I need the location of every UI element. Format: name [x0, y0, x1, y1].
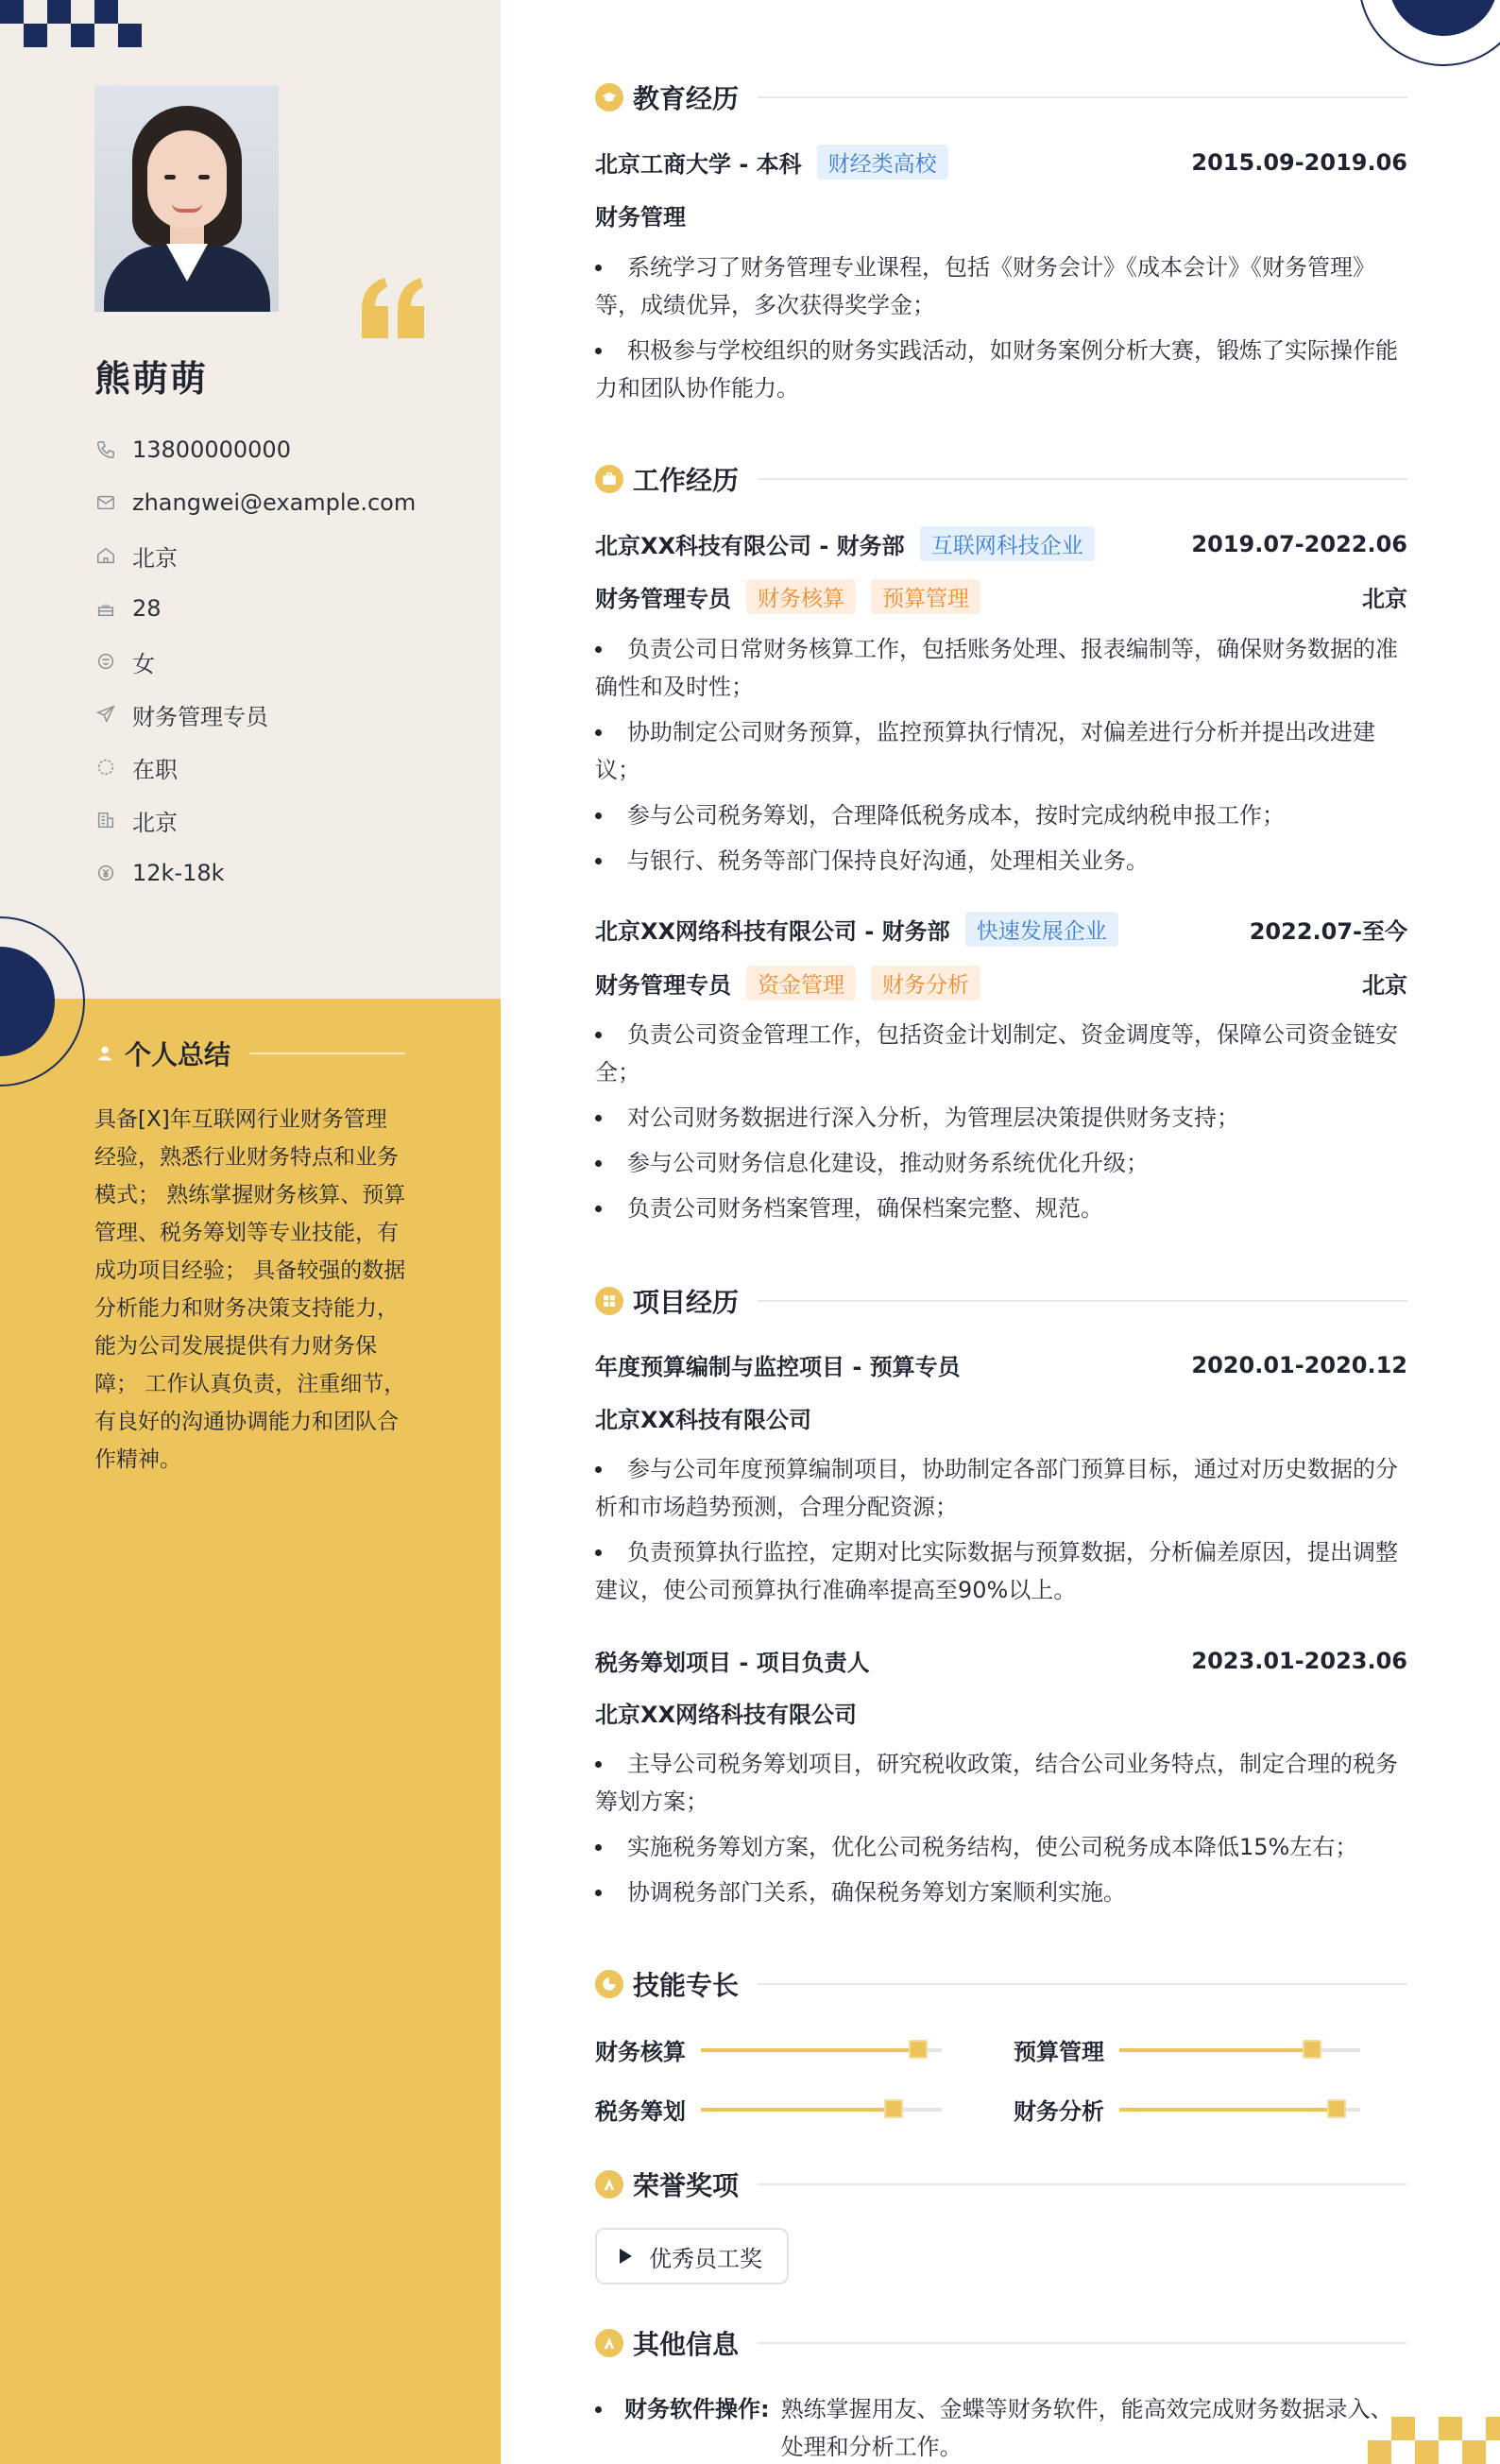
sidebar [0, 0, 501, 2464]
project-1-company-row: 北京XX科技有限公司 [595, 1407, 812, 1433]
divider [758, 478, 1407, 480]
location-info: 北京 [94, 529, 416, 582]
play-icon [620, 2249, 632, 2264]
list-item: 与银行、税务等部门保持良好沟通，处理相关业务。 [595, 842, 1407, 880]
grid-icon [595, 1287, 623, 1315]
position-info: 财务管理专员 [94, 688, 416, 741]
user-icon [94, 1043, 115, 1064]
divider [249, 1052, 405, 1054]
skill-knob [1327, 2099, 1346, 2118]
status-icon [94, 756, 117, 779]
education-date: 2015.09-2019.06 [1191, 148, 1407, 176]
list-item: 负责预算执行监控，定期对比实际数据与预算数据，分析偏差原因，提出调整建议，使公司预算执行准确率提高至90%以上。 [595, 1533, 1407, 1609]
graduation-icon [595, 83, 623, 111]
contact-info-list [94, 423, 416, 899]
job-1-bullets [595, 630, 1407, 887]
list-item: 积极参与学校组织的财务实践活动，如财务案例分析大赛，锻炼了实际操作能力和团队协作能力。 [595, 332, 1407, 407]
mail-icon [94, 491, 117, 514]
school-tag: 财经类高校 [817, 145, 948, 180]
project-1-bullets [595, 1450, 1407, 1617]
education-major-row: 财务管理 [595, 204, 686, 231]
skill-tag: 财务核算 [746, 579, 856, 614]
job-2-row: 北京XX网络科技有限公司 - 财务部 快速发展企业 2022.07-至今 [595, 912, 1407, 947]
email-info: zhangwei@example.com [94, 476, 416, 529]
age-icon [94, 597, 117, 620]
skill-knob [884, 2099, 903, 2118]
project-2-company-row: 北京XX网络科技有限公司 [595, 1702, 858, 1728]
job-city: 北京 [1362, 972, 1407, 999]
skill-tag: 预算管理 [871, 579, 980, 614]
project-1-row: 年度预算编制与监控项目 - 预算专员 2020.01-2020.12 [595, 1351, 1407, 1380]
skills-heading: 技能专长 [595, 1965, 1407, 2003]
work-heading: 工作经历 [595, 460, 1407, 498]
job-city: 北京 [1362, 586, 1407, 612]
education-bullets [595, 248, 1407, 415]
award-item[interactable]: 优秀员工奖 [595, 2228, 789, 2284]
briefcase-icon [595, 465, 623, 493]
bullet-dot [595, 2406, 602, 2413]
divider [758, 2183, 1407, 2185]
salary-info: 12k-18k [94, 847, 416, 899]
list-item: 参与公司税务筹划，合理降低税务成本，按时完成纳税申报工作； [595, 796, 1407, 834]
company-tag: 互联网科技企业 [920, 526, 1095, 561]
divider [758, 1983, 1407, 1985]
list-item: 负责公司财务档案管理，确保档案完整、规范。 [595, 1189, 1407, 1227]
project-2-row: 税务筹划项目 - 项目负责人 2023.01-2023.06 [595, 1647, 1407, 1676]
list-item: 协调税务部门关系，确保税务筹划方案顺利实施。 [595, 1874, 1407, 1911]
info-icon [595, 2329, 623, 2357]
skill-item: 预算管理 [1014, 2033, 1360, 2066]
job-2-bullets [595, 1016, 1407, 1235]
avatar [94, 85, 279, 312]
salary-icon [94, 862, 117, 884]
skill-fill [1119, 2108, 1337, 2112]
job-1-row: 北京XX科技有限公司 - 财务部 互联网科技企业 2019.07-2022.06 [595, 526, 1407, 561]
list-item: 系统学习了财务管理专业课程，包括《财务会计》《成本会计》《财务管理》等，成绩优异，多次获得奖学金； [595, 248, 1407, 324]
education-row: 北京工商大学 - 本科 财经类高校 2015.09-2019.06 [595, 145, 1407, 180]
age-info: 28 [94, 582, 416, 635]
phone-info: 13800000000 [94, 423, 416, 476]
skill-tag: 财务分析 [871, 966, 980, 1001]
skill-bar [1119, 2048, 1360, 2052]
skill-item: 税务筹划 [595, 2093, 942, 2126]
divider [758, 96, 1407, 98]
skill-fill [701, 2048, 918, 2052]
skill-item: 财务分析 [1014, 2093, 1360, 2126]
awards-heading: 荣誉奖项 [595, 2165, 1407, 2203]
divider [758, 2342, 1407, 2344]
other-heading: 其他信息 [595, 2324, 1407, 2362]
summary-heading: 个人总结 [94, 1035, 405, 1072]
skill-bar [1119, 2108, 1360, 2112]
gender-info: 女 [94, 635, 416, 688]
skill-item: 财务核算 [595, 2033, 942, 2066]
list-item: 主导公司税务筹划项目，研究税收政策，结合公司业务特点，制定合理的税务筹划方案； [595, 1745, 1407, 1821]
projects-heading: 项目经历 [595, 1282, 1407, 1320]
company-tag: 快速发展企业 [965, 912, 1118, 947]
project-date: 2020.01-2020.12 [1191, 1351, 1407, 1378]
skill-bar [701, 2108, 942, 2112]
skill-fill [1119, 2048, 1312, 2052]
project-date: 2023.01-2023.06 [1191, 1647, 1407, 1674]
divider [758, 1300, 1407, 1302]
job-date: 2022.07-至今 [1249, 918, 1407, 945]
quote-icon [356, 272, 432, 348]
job-date: 2019.07-2022.06 [1191, 530, 1407, 557]
list-item: 对公司财务数据进行深入分析，为管理层决策提供财务支持； [595, 1099, 1407, 1137]
list-item: 负责公司资金管理工作，包括资金计划制定、资金调度等，保障公司资金链安全； [595, 1016, 1407, 1091]
circle-decoration-top-right [1358, 0, 1500, 66]
skill-fill [701, 2108, 894, 2112]
checker-decoration [0, 0, 142, 47]
send-icon [94, 703, 117, 726]
list-item: 参与公司年度预算编制项目，协助制定各部门预算目标，通过对历史数据的分析和市场趋势预测，合理分配资源； [595, 1450, 1407, 1526]
skill-knob [909, 2040, 928, 2059]
list-item: 协助制定公司财务预算，监控预算执行情况，对偏差进行分析并提出改进建议； [595, 713, 1407, 789]
list-item: 实施税务筹划方案，优化公司税务结构，使公司税务成本降低15%左右； [595, 1828, 1407, 1866]
chart-icon [595, 1970, 623, 1998]
list-item: 参与公司财务信息化建设，推动财务系统优化升级； [595, 1144, 1407, 1182]
home-icon [94, 544, 117, 567]
project-2-bullets [595, 1745, 1407, 1919]
phone-icon [94, 438, 117, 461]
other-info-item: 财务软件操作: 熟练掌握用友、金蝶等财务软件，能高效完成财务数据录入、处理和分析工作。 [595, 2390, 1407, 2464]
skill-bar [701, 2048, 942, 2052]
job-2-role-row: 财务管理专员 资金管理 财务分析 北京 [595, 966, 1407, 1001]
city-info: 北京 [94, 794, 416, 847]
profile-name: 熊萌萌 [94, 358, 209, 400]
gender-icon [94, 650, 117, 673]
education-heading: 教育经历 [595, 78, 1407, 116]
skill-knob [1303, 2040, 1321, 2059]
award-icon [595, 2170, 623, 2199]
skill-tag: 资金管理 [746, 966, 856, 1001]
summary-text: 具备[X]年互联网行业财务管理经验，熟悉行业财务特点和业务模式； 熟练掌握财务核算、预算管理、税务筹划等专业技能，有成功项目经验； 具备较强的数据分析能力和财务决策支持能力，能为公司发展提供有力财务保障； 工作认真负责，注重细节，有良好的沟通协调能力和团队合作精神。 [94, 1107, 406, 1472]
job-1-role-row: 财务管理专员 财务核算 预算管理 北京 [595, 579, 1407, 614]
building-icon [94, 809, 117, 831]
list-item: 负责公司日常财务核算工作，包括账务处理、报表编制等，确保财务数据的准确性和及时性； [595, 630, 1407, 706]
status-info: 在职 [94, 741, 416, 794]
